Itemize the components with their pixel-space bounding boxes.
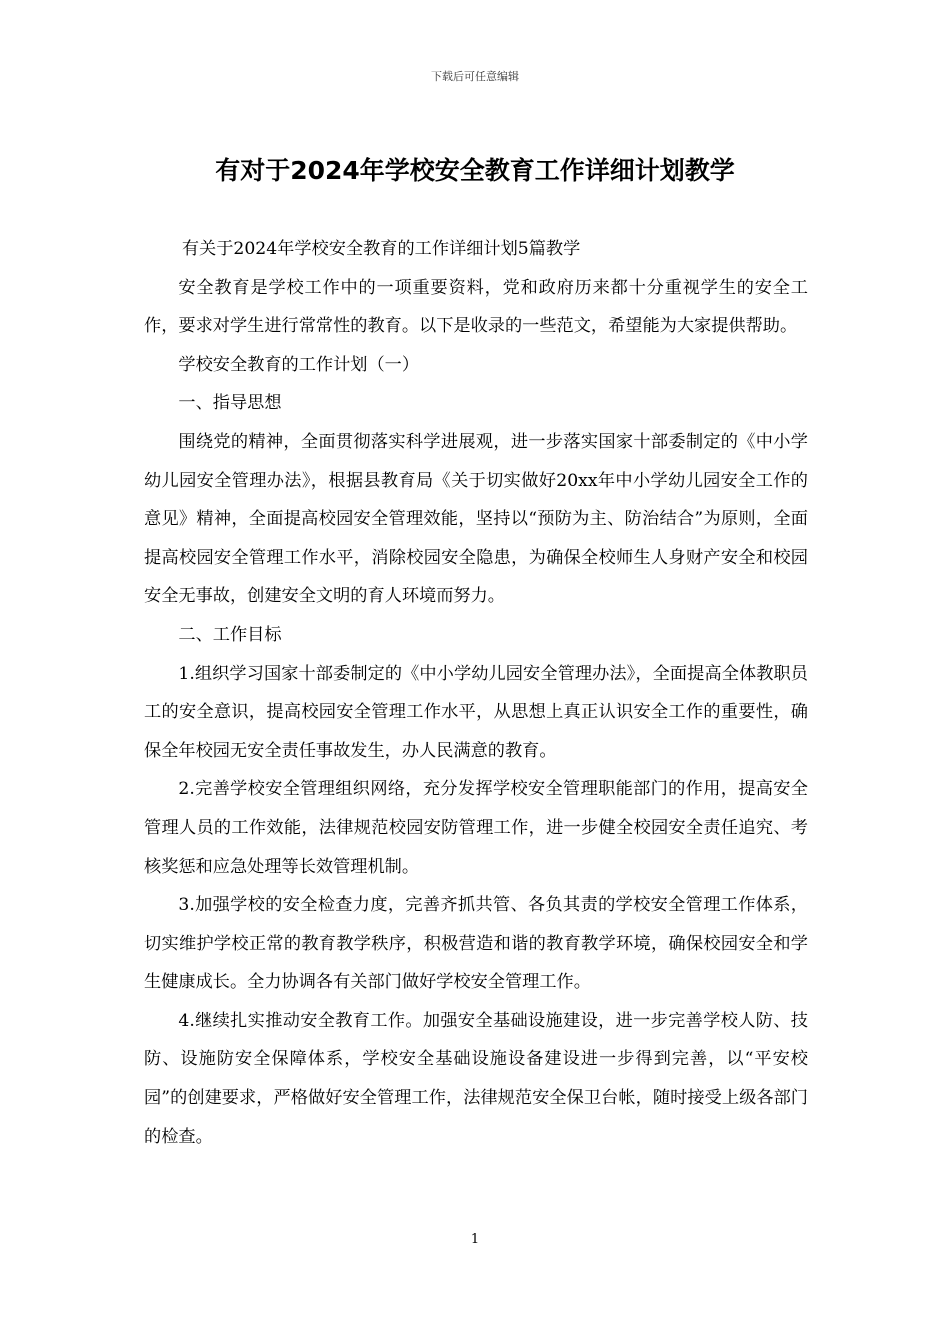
paragraph-intro: 安全教育是学校工作中的一项重要资料，党和政府历来都十分重视学生的安全工作，要求对学生进行常常性的教育。以下是收录的一些范文，希望能为大家提供帮助。 xyxy=(144,277,808,337)
paragraph-goal-3: 3.加强学校的安全检查力度，完善齐抓共管、各负其责的学校安全管理工作体系，切实维护学校正常的教育教学秩序，积极营造和谐的教育教学环境，确保校园安全和学生健康成长。全力协调各有关部门做好学校安全管理工作。 xyxy=(144,895,808,993)
document-title: 有对于2024年学校安全教育工作详细计划教学 xyxy=(215,156,735,185)
paragraph-intro-heading: 有关于2024年学校安全教育的工作详细计划5篇教学 xyxy=(181,239,581,259)
header-note: 下载后可任意编辑 xyxy=(431,70,519,83)
page-number: 1 xyxy=(470,1232,480,1247)
section-heading-work-goals: 二、工作目标 xyxy=(178,624,282,645)
paragraph-goal-2: 2.完善学校安全管理组织网络，充分发挥学校安全管理职能部门的作用，提高安全管理人员的工作效能，法律规范校园安防管理工作，进一步健全校园安全责任追究、考核奖惩和应急处理等长效管理机制。 xyxy=(144,779,808,877)
section-heading-plan-one: 学校安全教育的工作计划（一） xyxy=(178,354,420,375)
paragraph-goal-4: 4.继续扎实推动安全教育工作。加强安全基础设施建设，进一步完善学校人防、技防、设施防安全保障体系，学校安全基础设施设备建设进一步得到完善，以“平安校园”的创建要求，严格做好安全管理工作，法律规范安全保卫台帐，随时接受上级各部门的检查。 xyxy=(144,1010,808,1147)
paragraph-goal-1: 1.组织学习国家十部委制定的《中小学幼儿园安全管理办法》，全面提高全体教职员工的安全意识，提高校园安全管理工作水平，从思想上真正认识安全工作的重要性，确保全年校园无安全责任事故发生，办人民满意的教育。 xyxy=(144,663,808,761)
paragraph-guiding-thought: 围绕党的精神，全面贯彻落实科学进展观，进一步落实国家十部委制定的《中小学幼儿园安全管理办法》，根据县教育局《关于切实做好20xx年中小学幼儿园安全工作的意见》精神，全面提高校园安全管理效能，坚持以“预防为主、防治结合”为原则，全面提高校园安全管理工作水平，消除校园安全隐患，为确保全校师生人身财产安全和校园安全无事故，创建安全文明的育人环境而努力。 xyxy=(144,431,808,607)
document-body xyxy=(144,230,808,1156)
section-heading-guiding-thought: 一、指导思想 xyxy=(178,393,282,414)
